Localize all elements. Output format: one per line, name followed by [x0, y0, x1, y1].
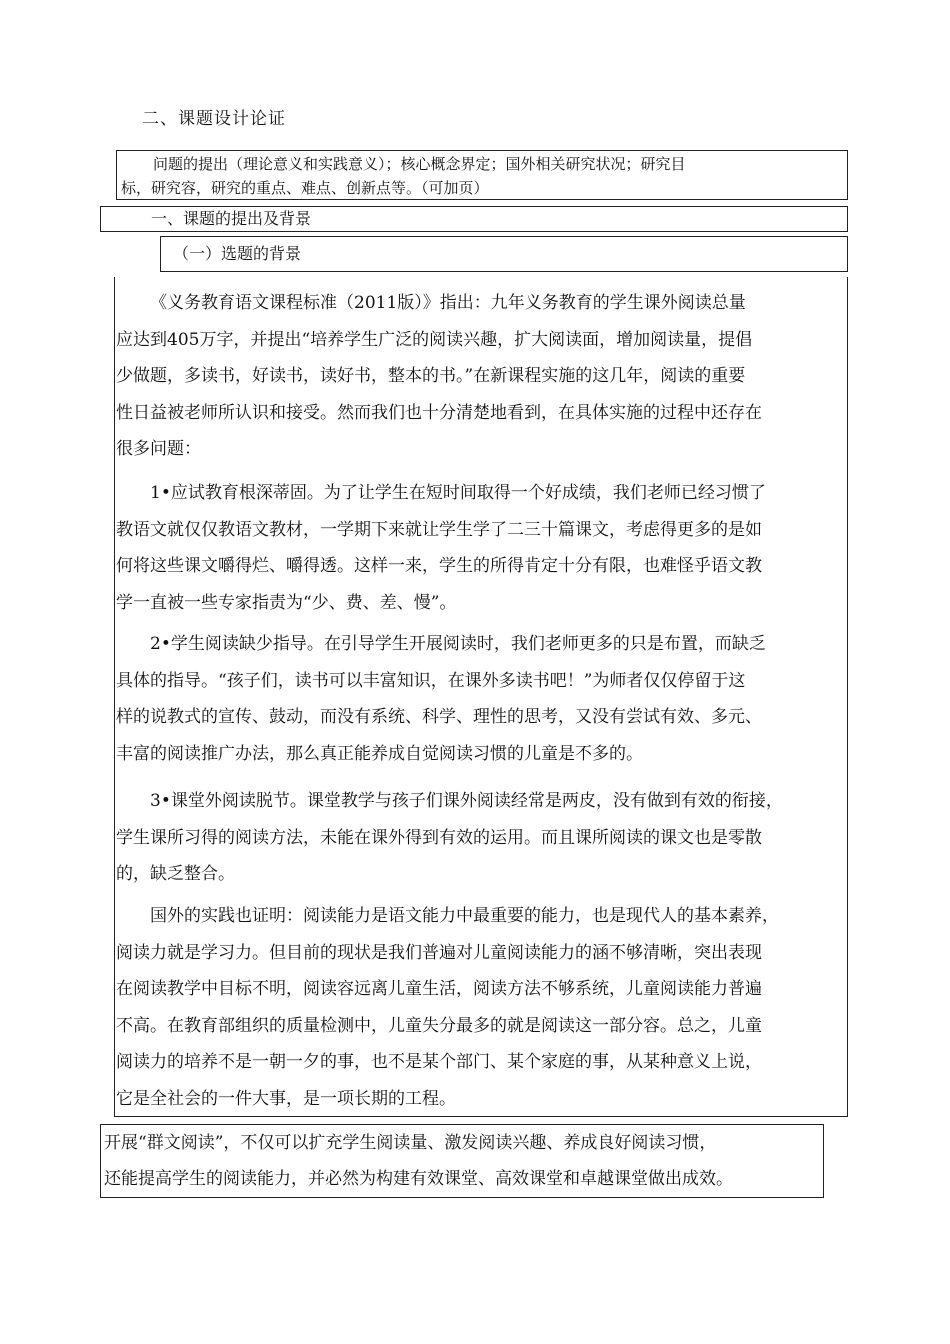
closing-line-2: 还能提高学生的阅读能力，并必然为构建有效课堂、高效课堂和卓越课堂做出成效。 — [104, 1169, 733, 1189]
text-line: 国外的实践也证明：阅读能力是语文能力中最重要的能力，也是现代人的基本素养， — [150, 906, 779, 926]
closing-line-1: 开展“群文阅读”，不仅可以扩充学生阅读量、激发阅读兴趣、养成良好阅读习惯， — [104, 1133, 717, 1153]
text-line: 3•课堂外阅读脱节。课堂教学与孩子们课外阅读经常是两皮，没有做到有效的衔接， — [150, 791, 783, 811]
paragraph-background — [116, 285, 848, 468]
section-title: 一、课题的提出及背景 — [100, 206, 848, 232]
text-line: 《义务教育语文课程标准（2011版）》指出：九年义务教育的学生课外阅读总量 — [150, 293, 746, 313]
prompt-line-2: 标，研究容，研究的重点、难点、创新点等。（可加页） — [121, 179, 489, 197]
text-line: 不高。在教育部组织的质量检测中，儿童失分最多的就是阅读这一部分容。总之，儿童 — [116, 1015, 762, 1036]
text-line: 的，缺乏整合。 — [116, 864, 235, 884]
text-line: 丰富的阅读推广办法，那么真正能养成自觉阅读习惯的儿童是不多的。 — [116, 743, 643, 764]
text-line: 阅读力的培养不是一朝一夕的事，也不是某个部门、某个家庭的事，从某种意义上说， — [116, 1052, 762, 1072]
text-line: 何将这些课文嚼得烂、嚼得透。这样一来，学生的所得肯定十分有限，也难怪乎语文教 — [116, 556, 762, 576]
text-line: 少做题，多读书，好读书，读好书，整本的书。”在新课程实施的这几年，阅读的重要 — [116, 366, 746, 386]
text-line: 在阅读教学中目标不明，阅读容远离儿童生活，阅读方法不够系统，儿童阅读能力普遍 — [116, 979, 762, 999]
paragraph-issue-3 — [116, 783, 848, 893]
text-line: 学生课所习得的阅读方法，未能在课外得到有效的运用。而且课所阅读的课文也是零散 — [116, 827, 762, 848]
text-line: 样的说教式的宣传、鼓动，而没有系统、科学、理性的思考，又没有尝试有效、多元、 — [116, 707, 762, 727]
text-line: 它是全社会的一件大事，是一项长期的工程。 — [116, 1088, 456, 1109]
text-line: 学一直被一些专家指责为“少、费、差、慢”。 — [116, 592, 457, 613]
closing-box — [100, 1124, 824, 1198]
text-line: 阅读力就是学习力。但目前的现状是我们普遍对儿童阅读能力的涵不够清晰，突出表现 — [116, 942, 762, 963]
paragraph-issue-1 — [116, 475, 848, 621]
prompt-box — [116, 150, 848, 200]
text-line: 应达到405万字，并提出“培养学生广泛的阅读兴趣，扩大阅读面，增加阅读量，提倡 — [116, 329, 753, 350]
text-line: 具体的指导。“孩子们，读书可以丰富知识，在课外多读书吧！”为师者仅仅停留于这 — [116, 670, 746, 691]
text-line: 1•应试教育根深蒂固。为了让学生在短时间取得一个好成绩，我们老师已经习惯了 — [150, 483, 766, 503]
paragraph-issue-2 — [116, 626, 848, 772]
text-line: 很多问题： — [116, 439, 201, 459]
text-line: 2•学生阅读缺少指导。在引导学生开展阅读时，我们老师更多的只是布置，而缺乏 — [150, 634, 766, 654]
subsection-title: （一）选题的背景 — [160, 236, 848, 272]
text-line: 教语文就仅仅教语文教材，一学期下来就让学生学了二三十篇课文，考虑得更多的是如 — [116, 519, 762, 540]
paragraph-summary — [116, 898, 848, 1117]
prompt-line-1: 问题的提出（理论意义和实践意义）；核心概念界定；国外相关研究状况；研究目 — [153, 155, 686, 173]
text-line: 性日益被老师所认识和接受。然而我们也十分清楚地看到，在具体实施的过程中还存在 — [116, 402, 762, 423]
section-heading: 二、课题设计论证 — [142, 109, 286, 129]
